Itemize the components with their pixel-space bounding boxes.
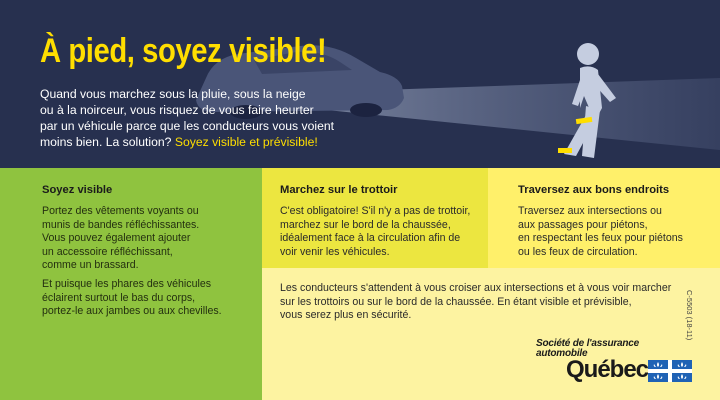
text-line: Les conducteurs s'attendent à vous croiser aux intersections et à vous voir marcher — [280, 282, 672, 294]
quebec-flag-icon — [648, 360, 692, 382]
text-line: Et puisque les phares des véhicules — [42, 278, 212, 290]
section-soyez-visible — [0, 168, 262, 400]
text-line: portez-le aux jambes ou aux chevilles. — [42, 305, 222, 318]
section-traversez — [488, 168, 720, 268]
text-line: idéalement face à la circulation afin de — [280, 232, 461, 245]
text-line: Vous pouvez également ajouter — [42, 232, 191, 245]
hero-banner — [0, 0, 720, 168]
text-line: éclairent surtout le bas du corps, — [42, 291, 196, 304]
section-trottoir — [262, 168, 488, 268]
text-line: un accessoire réfléchissant, — [42, 245, 173, 258]
text-line: voir venir les véhicules. — [280, 245, 390, 258]
document-code: C-5503 (18-11) — [685, 290, 694, 341]
text-line: marchez sur le bord de la chaussée, — [280, 218, 451, 231]
text-line: Traversez aux intersections ou — [518, 205, 662, 217]
intro-highlight: Soyez visible et prévisible! — [174, 135, 318, 149]
intro-line-text: moins bien. La solution? — [40, 135, 175, 149]
page-title: À pied, soyez visible! — [40, 32, 327, 70]
text-line: aux passages pour piétons, — [518, 218, 648, 231]
section-paragraph — [42, 278, 257, 319]
section-paragraph — [42, 205, 252, 273]
text-line: ou les feux de circulation. — [518, 245, 638, 258]
intro-line: Quand vous marchez sous la pluie, sous la neige — [40, 87, 306, 101]
saaq-logo — [536, 338, 706, 388]
text-line: comme un brassard. — [42, 259, 139, 272]
intro-line — [40, 134, 370, 150]
text-line: sur les trottoirs ou sur le bord de la chaussée. En étant visible et prévisible, — [280, 295, 632, 308]
text-line: Portez des vêtements voyants ou — [42, 205, 199, 217]
section-title: Marchez sur le trottoir — [280, 184, 398, 196]
logo-org-line: Société de l'assurance — [536, 338, 640, 349]
logo-org-line: automobile — [536, 348, 588, 359]
intro-paragraph — [40, 86, 370, 150]
section-title: Traversez aux bons endroits — [518, 184, 670, 196]
logo-quebec-wordmark: Québec — [566, 356, 649, 383]
section-title: Soyez visible — [42, 184, 113, 196]
text-line: en respectant les feux pour piétons — [518, 232, 683, 245]
conclusion-paragraph — [280, 282, 700, 323]
text-line: C'est obligatoire! S'il n'y a pas de trottoir, — [280, 205, 471, 217]
section-paragraph — [280, 205, 485, 259]
intro-line: ou à la noirceur, vous risquez de vous faire heurter — [40, 103, 314, 117]
text-line: munis de bandes réfléchissantes. — [42, 218, 200, 231]
section-paragraph — [518, 205, 718, 259]
intro-line: par un véhicule parce que les conducteurs vous voient — [40, 119, 335, 133]
reflective-band — [558, 148, 572, 153]
text-line: vous serez plus en sécurité. — [280, 309, 412, 322]
